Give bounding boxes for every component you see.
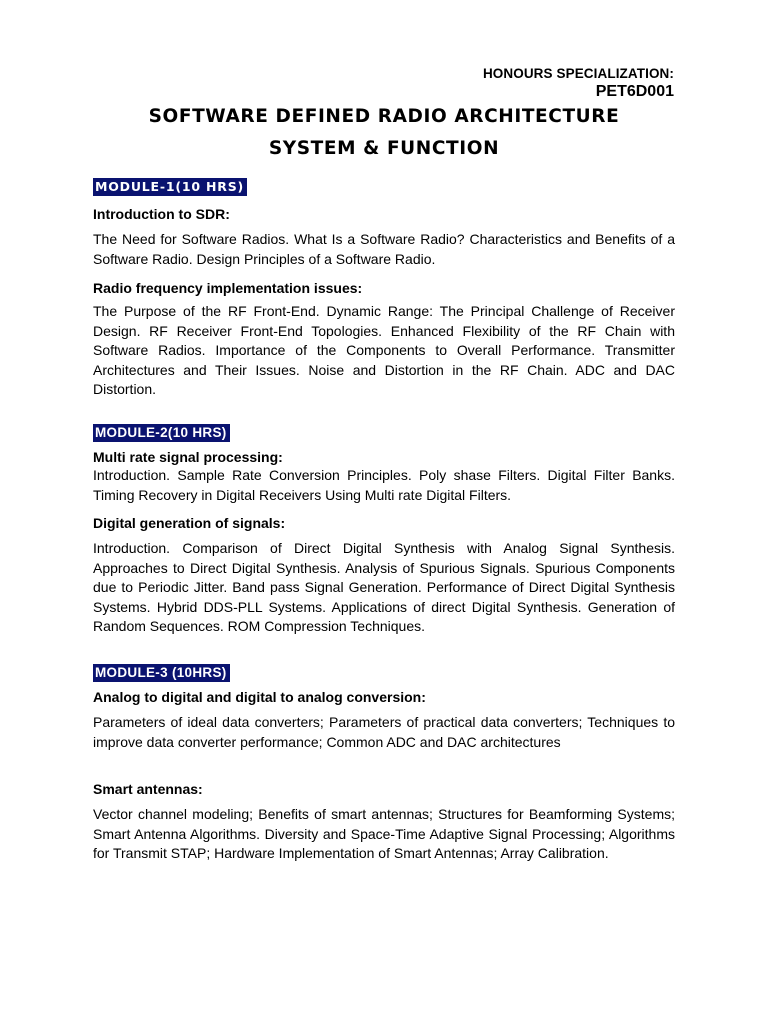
module-3-label: MODULE-3 (10HRS) — [93, 664, 230, 682]
section-heading-smart-antennas: Smart antennas: — [93, 781, 203, 797]
section-heading-adc-dac: Analog to digital and digital to analog conversion: — [93, 689, 426, 705]
section-heading-rf-issues: Radio frequency implementation issues: — [93, 280, 363, 296]
module-1-label: MODULE-1(10 HRS) — [93, 178, 247, 196]
section-heading-intro-sdr: Introduction to SDR: — [93, 206, 230, 222]
section-text-intro-sdr: The Need for Software Radios. What Is a Software Radio? Characteristics and Benefits of a Software Radio. Design Principles of a Software Radio. — [93, 231, 675, 267]
section-heading-digital-generation: Digital generation of signals: — [93, 515, 286, 531]
section-text-multirate: Introduction. Sample Rate Conversion Principles. Poly shase Filters. Digital Filter Banks. Timing Recovery in Digital Receivers Using Multi rate Digital Filters. — [93, 467, 675, 503]
module-2-label: MODULE-2(10 HRS) — [93, 424, 230, 442]
specialization-label: HONOURS SPECIALIZATION: — [482, 66, 674, 81]
section-text-adc-dac: Parameters of ideal data converters; Parameters of practical data converters; Techniques to improve data converter performance; Common ADC and DAC architectures — [93, 714, 675, 750]
course-code: PET6D001 — [595, 83, 674, 100]
document-title-line-2: SYSTEM & FUNCTION — [268, 138, 500, 159]
section-text-rf-issues: The Purpose of the RF Front-End. Dynamic Range: The Principal Challenge of Receiver Design. RF Receiver Front-End Topologies. Enhanced Flexibility of the RF Chain with Software Radios. Importance of the Components to Overall Performance. Transmitter Architectures and Their Issues. Noise and Distortion in the RF Chain. ADC and DAC Distortion. — [93, 303, 675, 397]
section-text-digital-generation: Introduction. Comparison of Direct Digital Synthesis with Analog Signal Synthesis. Approaches to Direct Digital Synthesis. Analysis of Spurious Signals. Spurious Components due to Periodic Jitter. Band pass Signal Generation. Performance of Direct Digital Synthesis Systems. Hybrid DDS-PLL Systems. Applications of direct Digital Synthesis. Generation of Random Sequences. ROM Compression Techniques. — [93, 540, 675, 634]
section-text-smart-antennas: Vector channel modeling; Benefits of smart antennas; Structures for Beamforming Systems; Smart Antenna Algorithms. Diversity and Space-Time Adaptive Signal Processing; Algorithms for Transmit STAP; Hardware Implementation of Smart Antennas; Array Calibration. — [93, 806, 675, 861]
document-title-line-1: SOFTWARE DEFINED RADIO ARCHITECTURE — [148, 106, 620, 127]
section-heading-multirate: Multi rate signal processing: — [93, 449, 283, 465]
